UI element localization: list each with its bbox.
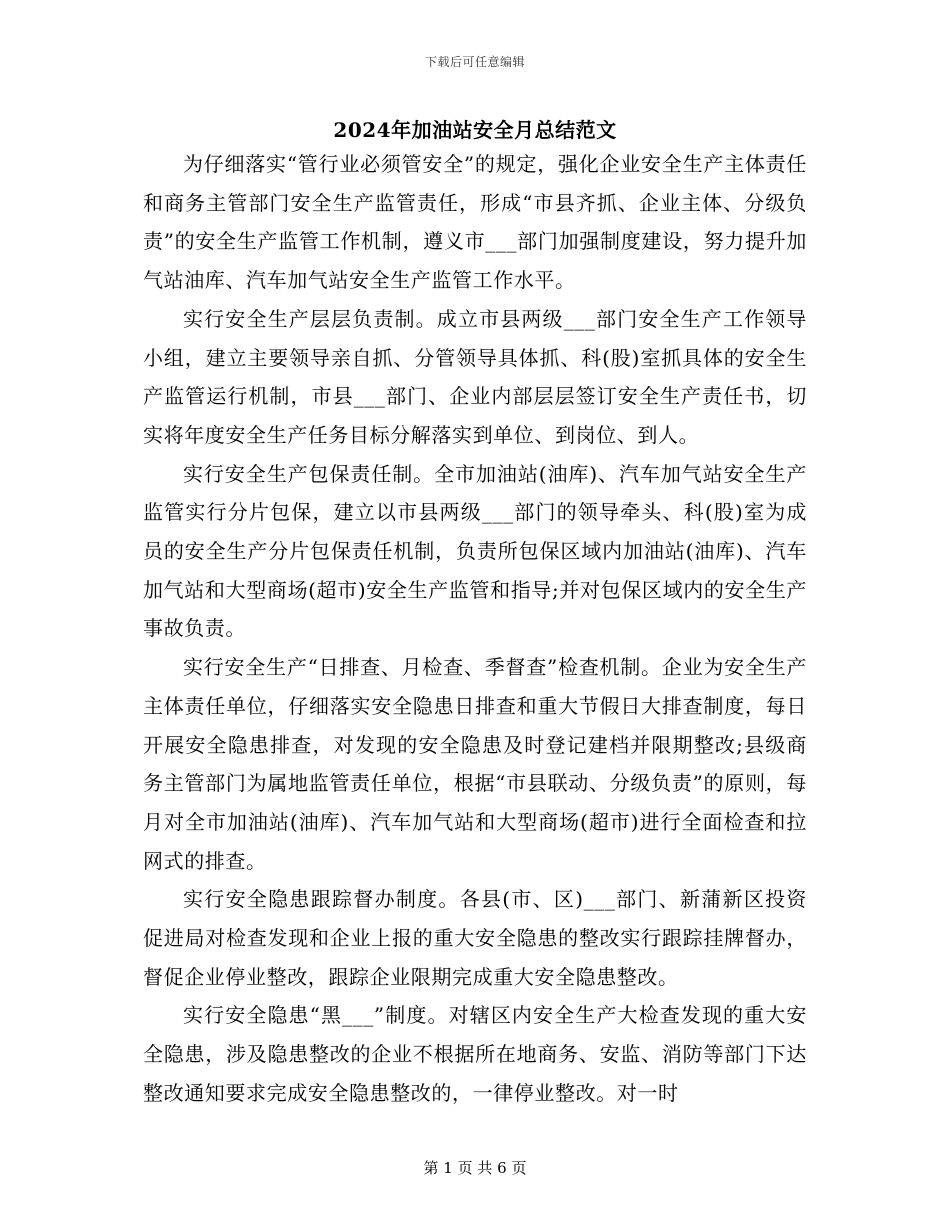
header-note: 下载后可任意编辑 (424, 55, 525, 69)
paragraph-4: 实行安全生产“日排查、月检查、季督查”检查机制。企业为安全生产主体责任单位，仔细落实安全隐患日排查和重大节假日大排查制度，每日开展安全隐患排查，对发现的安全隐患及时登记建档并限期整改;县级商务主管部门为属地监管责任单位，根据“市县联动、分级负责”的原则，每月对全市加油站(油库)、汽车加气站和大型商场(超市)进行全面检查和拉网式的排查。 (143, 655, 807, 873)
paragraph-6: 实行安全隐患“黑___”制度。对辖区内安全生产大检查发现的重大安全隐患，涉及隐患整改的企业不根据所在地商务、安监、消防等部门下达整改通知要求完成安全隐患整改的，一律停业整改。对一时 (143, 1003, 807, 1105)
paragraph-2: 实行安全生产层层负责制。成立市县两级___部门安全生产工作领导小组，建立主要领导亲自抓、分管领导具体抓、科(股)室抓具体的安全生产监管运行机制，市县___部门、企业内部层层签订安全生产责任书，切实将年度安全生产任务目标分解落实到单位、到岗位、到人。 (143, 306, 807, 447)
document-body (143, 145, 807, 1113)
paragraph-1: 为仔细落实“管行业必须管安全”的规定，强化企业安全生产主体责任和商务主管部门安全生产监管责任，形成“市县齐抓、企业主体、分级负责”的安全生产监管工作机制，遵义市___部门加强制度建设，努力提升加气站油库、汽车加气站安全生产监管工作水平。 (143, 152, 807, 293)
paragraph-3: 实行安全生产包保责任制。全市加油站(油库)、汽车加气站安全生产监管实行分片包保，建立以市县两级___部门的领导牵头、科(股)室为成员的安全生产分片包保责任机制，负责所包保区域内加油站(油库)、汽车加气站和大型商场(超市)安全生产监管和指导;并对包保区域内的安全生产事故负责。 (143, 461, 807, 641)
document-title: 2024年加油站安全月总结范文 (333, 118, 617, 142)
paragraph-5: 实行安全隐患跟踪督办制度。各县(市、区)___部门、新蒲新区投资促进局对检查发现和企业上报的重大安全隐患的整改实行跟踪挂牌督办，督促企业停业整改，跟踪企业限期完成重大安全隐患整改。 (143, 887, 807, 989)
page-number-footer: 第 1 页 共 6 页 (423, 1159, 527, 1177)
